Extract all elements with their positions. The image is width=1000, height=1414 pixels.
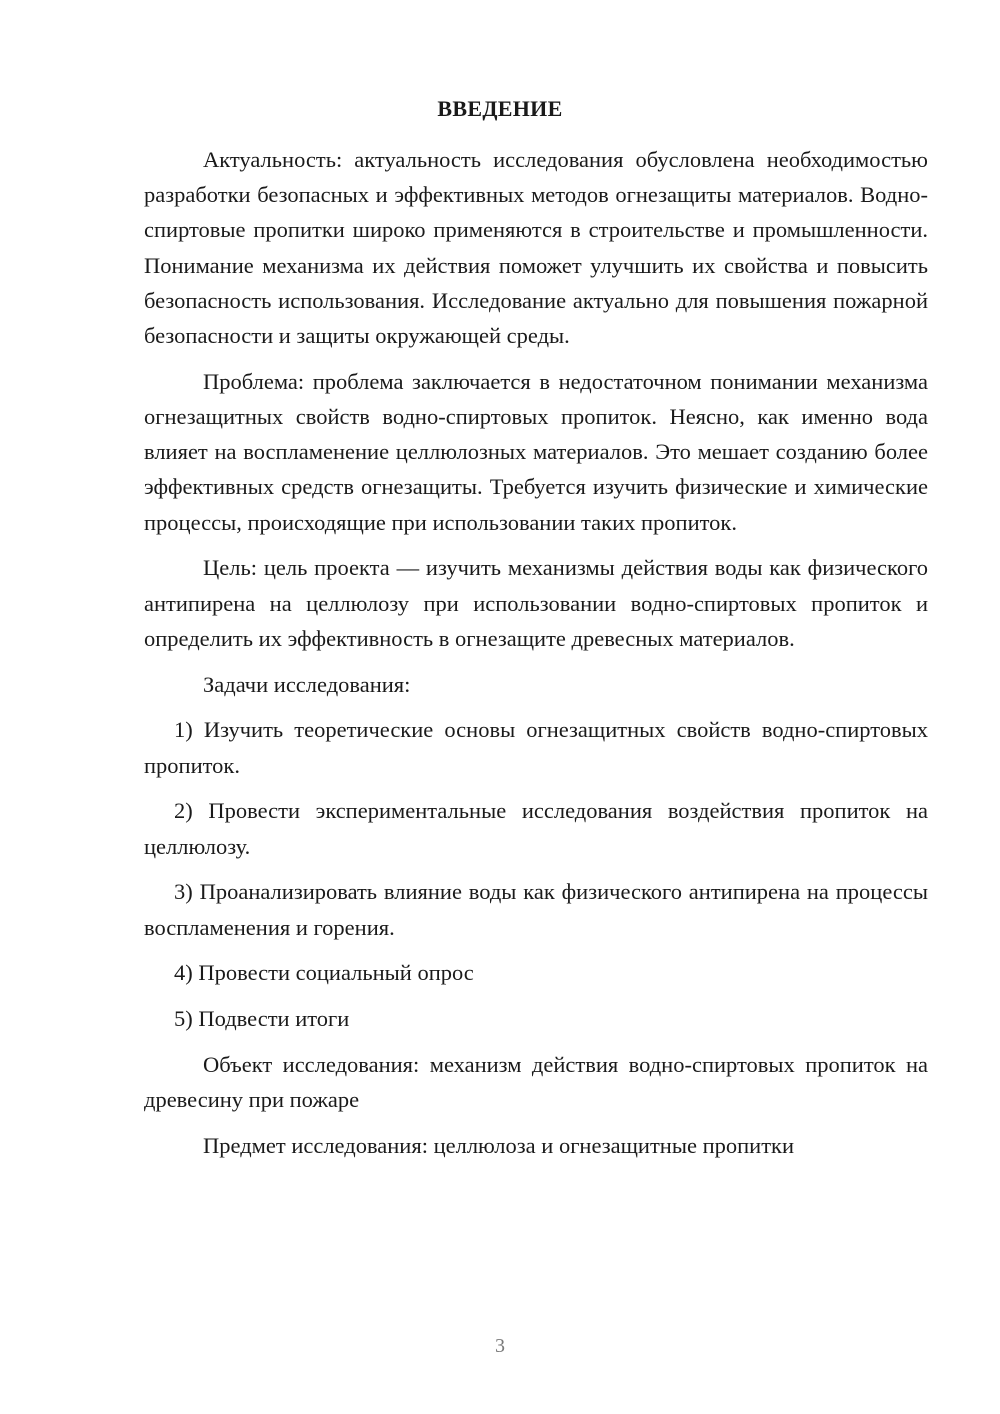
task-item-5: 5) Подвести итоги	[174, 1006, 350, 1032]
paragraph-subject: Предмет исследования: целлюлоза и огнезащитные пропитки	[203, 1133, 794, 1159]
paragraph-object: Объект исследования: механизм действия водно-спиртовых пропиток на древесину при пожаре	[144, 1052, 928, 1113]
task-item-4: 4) Провести социальный опрос	[174, 960, 474, 986]
task-item-3: 3) Проанализировать влияние воды как физического антипирена на процессы воспламенения и горения.	[144, 879, 928, 940]
tasks-heading: Задачи исследования:	[203, 671, 411, 697]
document-title: ВВЕДЕНИЕ	[437, 96, 563, 121]
task-item-1: 1) Изучить теоретические основы огнезащитных свойств водно-спиртовых пропиток.	[144, 717, 928, 778]
paragraph-problem: Проблема: проблема заключается в недостаточном понимании механизма огнезащитных свойств водно-спиртовых пропиток. Неясно, как именно вода влияет на воспламенение целлюлозных материалов. Это мешает созданию более эффективных средств огнезащиты. Требуется изучить физические и химические процессы, происходящие при использовании таких пропиток.	[144, 368, 928, 535]
page-number: 3	[495, 1335, 505, 1357]
paragraph-relevance: Актуальность: актуальность исследования обусловлена необходимостью разработки безопасных и эффективных методов огнезащиты материалов. Водно-спиртовые пропитки широко применяются в строительстве и промышленности. Понимание механизма их действия поможет улучшить их свойства и повысить безопасность использования. Исследование актуально для повышения пожарной безопасности и защиты окружающей среды.	[144, 147, 928, 349]
document-body	[144, 142, 928, 1163]
task-item-2: 2) Провести экспериментальные исследования воздействия пропиток на целлюлозу.	[144, 798, 928, 859]
paragraph-goal: Цель: цель проекта — изучить механизмы действия воды как физического антипирена на целлюлозу при использовании водно-спиртовых пропиток и определить их эффективность в огнезащите древесных материалов.	[144, 555, 928, 651]
